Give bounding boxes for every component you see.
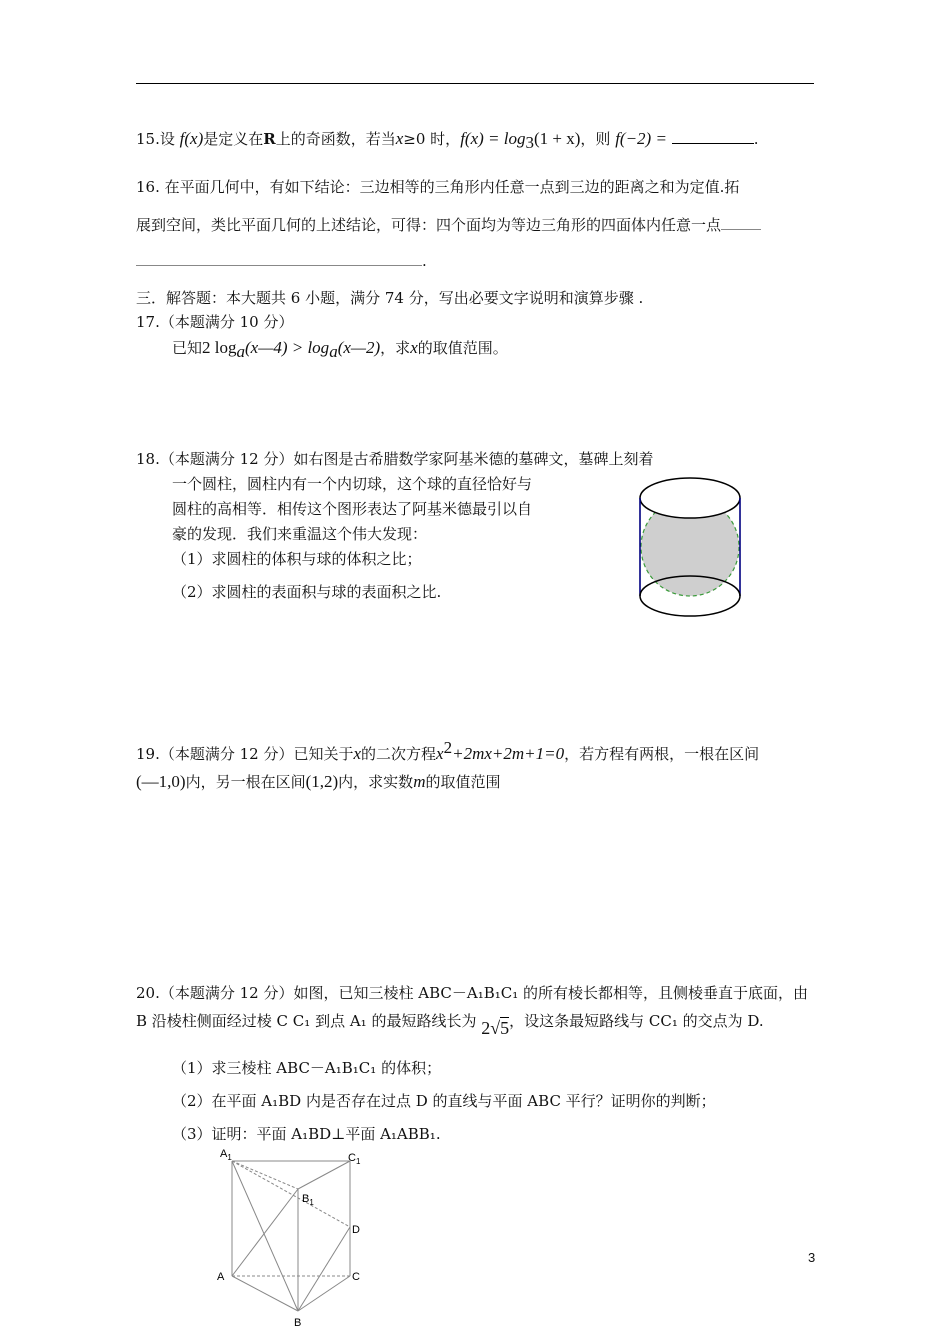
q19-equation: +2mx+2m+1=0	[452, 744, 565, 763]
question-16-line2	[136, 214, 761, 235]
question-19-line1	[136, 738, 759, 764]
label-C1: $C_1$	[348, 1152, 361, 1166]
question-18-line3: 圆柱的高相等．相传这个图形表达了阿基米德最引以自	[172, 500, 533, 518]
q19-text: 内，另一根在区间	[185, 773, 306, 791]
q20-length-coef: 2	[481, 1018, 491, 1038]
question-18-part2: （2）求圆柱的表面积与球的表面积之比.	[172, 583, 442, 601]
prism-figure	[210, 1145, 380, 1335]
q20-length-radicand: 5	[500, 1018, 510, 1038]
q17-lhs: 2 log	[202, 338, 237, 357]
q15-text: 上的奇函数，若当	[275, 130, 396, 148]
q15-ask: f(−2) =	[615, 129, 667, 148]
question-16-line1: 16. 在平面几何中，有如下结论：三边相等的三角形内任意一点到三边的距离之和为定值.拓	[136, 178, 740, 196]
question-20-part2: （2）在平面 A₁BD 内是否存在过点 D 的直线与平面 ABC 平行？证明你的判断；	[172, 1092, 716, 1110]
label-B: B	[294, 1317, 302, 1329]
header-rule	[136, 83, 814, 84]
question-20-line2	[136, 1010, 764, 1038]
edge-B1-C1	[298, 1161, 350, 1189]
question-16-line3	[136, 252, 427, 270]
edge-A-B	[232, 1276, 298, 1311]
answer-blank	[136, 265, 422, 266]
question-18-line4: 豪的发现．我们来重温这个伟大发现：	[172, 525, 428, 543]
edge-C-B	[298, 1276, 350, 1311]
q17-log-base: a	[329, 342, 338, 361]
q19-interval-1: (—1,0)	[136, 772, 186, 791]
question-18-line1: 18.（本题满分 12 分）如右图是古希腊数学家阿基米德的墓碑文，墓碑上刻着	[136, 450, 654, 468]
q20-text: B 沿棱柱侧面经过棱 C C₁ 到点 A₁ 的最短路线长为	[136, 1012, 477, 1030]
q17-mid: (x—4) > log	[245, 338, 330, 357]
q17-text: 的取值范围。	[417, 339, 508, 357]
question-15	[136, 128, 759, 153]
q15-text: 是定义在	[203, 130, 264, 148]
question-20-part1: （1）求三棱柱 ABC－A₁B₁C₁ 的体积；	[172, 1059, 442, 1077]
q15-arg: (1 + x)	[533, 129, 581, 148]
q16-text: 展到空间，类比平面几何的上述结论，可得：四个面均为等边三角形的四面体内任意一点	[136, 216, 722, 234]
segment-A-B1	[232, 1189, 298, 1276]
q15-log-base: 3	[525, 133, 534, 152]
question-20-part3: （3）证明：平面 A₁BD⊥平面 A₁ABB₁.	[172, 1125, 441, 1143]
segment-A1-B	[232, 1161, 298, 1311]
q20-length	[481, 1018, 509, 1038]
q15-text: ≥0 时，	[403, 130, 461, 148]
label-B1: $B_1$	[302, 1193, 314, 1207]
q17-text: 已知	[172, 339, 203, 357]
q17-x: x	[410, 338, 418, 357]
q19-eq-x: x	[436, 744, 444, 763]
answer-blank	[672, 143, 754, 144]
question-18-line2: 一个圆柱，圆柱内有一个内切球，这个球的直径恰好与	[172, 475, 533, 493]
edge-A1-B1	[232, 1161, 298, 1189]
q20-text: ，设这条最短路线与 CC₁ 的交点为 D.	[509, 1012, 764, 1030]
q17-text: ，求	[380, 339, 411, 357]
q19-exponent: 2	[443, 738, 453, 757]
question-18-part1: （1）求圆柱的体积与球的体积之比；	[172, 550, 422, 568]
q19-x: x	[353, 744, 362, 763]
label-A: A	[217, 1271, 225, 1283]
q17-rhs: (x—2)	[337, 338, 381, 357]
label-D: D	[352, 1224, 360, 1236]
q19-interval-2: (1,2)	[305, 772, 339, 791]
top-ellipse	[640, 478, 740, 518]
label-A1: $A_1$	[220, 1148, 232, 1162]
q15-fx: f(x)	[179, 129, 204, 148]
q19-text: 的二次方程	[361, 745, 437, 763]
label-C: C	[352, 1271, 360, 1283]
question-20-line1: 20.（本题满分 12 分）如图，已知三棱柱 ABC－A₁B₁C₁ 的所有棱长都相等，且侧棱垂直于底面，由	[136, 984, 809, 1002]
q15-x: x	[395, 129, 404, 148]
q15-text: 设	[159, 130, 175, 148]
q19-text: 的取值范围	[425, 773, 501, 791]
q19-text: 19.（本题满分 12 分）已知关于	[136, 745, 354, 763]
q15-end: .	[753, 130, 759, 148]
q15-text: ，则	[580, 130, 611, 148]
q15-equation: f(x) = log	[460, 129, 526, 148]
cylinder-sphere-figure	[630, 470, 750, 630]
question-17-body	[172, 337, 508, 362]
q19-m: m	[413, 772, 426, 791]
answer-blank	[721, 229, 761, 230]
q15-number: 15.	[136, 130, 160, 148]
page-number: 3	[808, 1250, 816, 1265]
q17-log-base: a	[236, 342, 245, 361]
q16-end: .	[422, 252, 427, 270]
question-19-line2	[136, 771, 500, 792]
question-17-head: 17.（本题满分 10 分）	[136, 313, 294, 331]
q15-R: R	[263, 130, 276, 148]
q19-text: 内，求实数	[338, 773, 414, 791]
q19-text: ，若方程有两根，一根在区间	[564, 745, 760, 763]
section-header: 三．解答题：本大题共 6 小题，满分 74 分，写出必要文字说明和演算步骤 .	[136, 289, 644, 307]
segment-D-B	[298, 1227, 350, 1311]
sqrt-icon: √	[490, 1018, 501, 1038]
